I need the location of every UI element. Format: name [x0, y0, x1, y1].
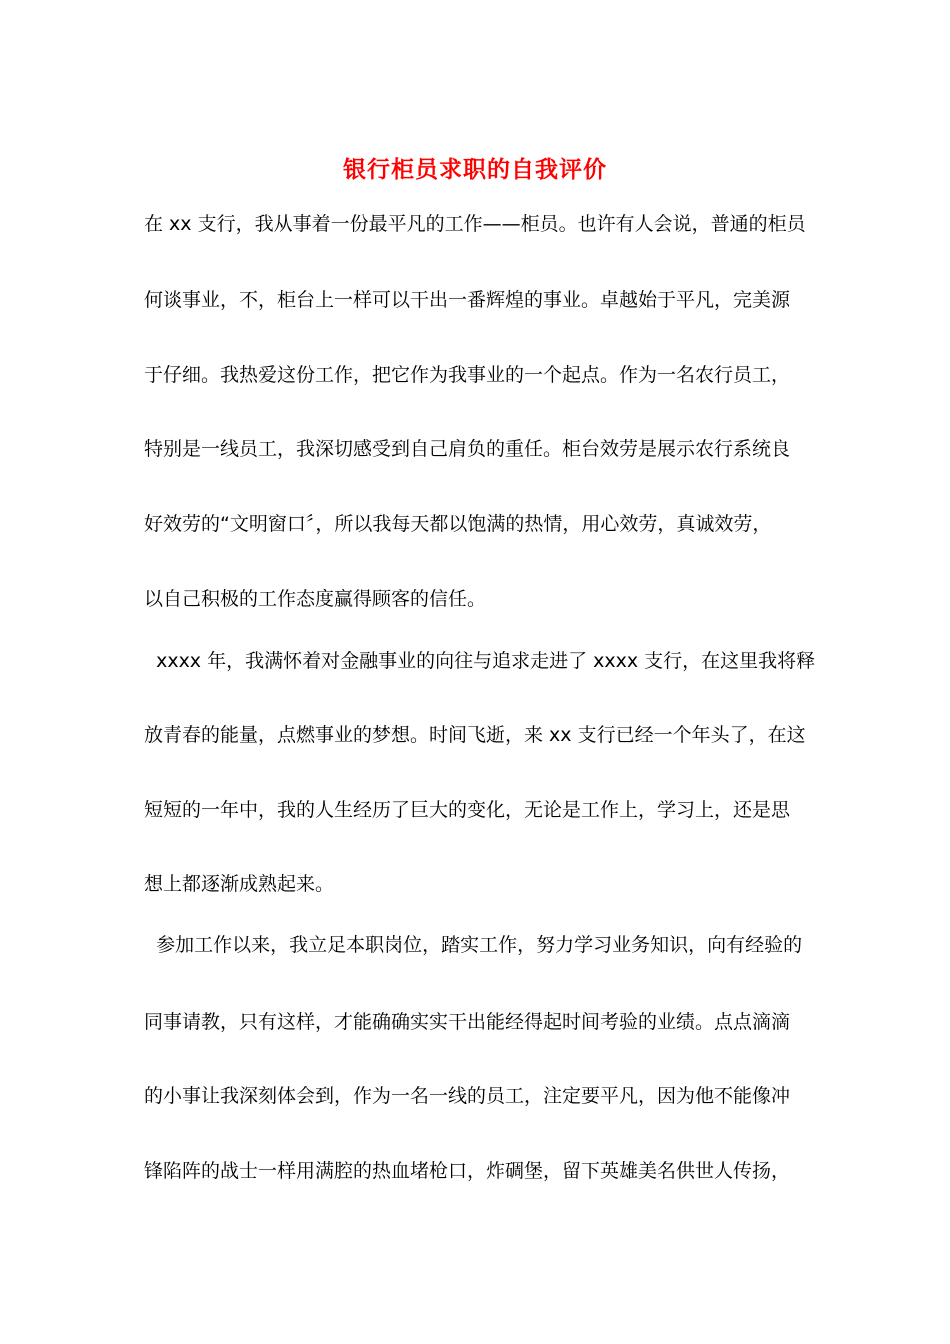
paragraph-line: 以自己积极的工作态度赢得顾客的信任。: [144, 588, 487, 610]
paragraph-line: xxxx 年，我满怀着对金融事业的向往与追求走进了 xxxx 支行，在这里我将释: [144, 650, 816, 672]
paragraph-line: 的小事让我深刻体会到，作为一名一线的员工，注定要平凡，因为他不能像冲: [144, 1085, 791, 1107]
paragraph-line: 短短的一年中，我的人生经历了巨大的变化，无论是工作上，学习上，还是思: [144, 799, 791, 821]
paragraph-line: 想上都逐渐成熟起来。: [144, 873, 335, 895]
paragraph-line: 锋陷阵的战士一样用满腔的热血堵枪口，炸碉堡，留下英雄美名供世人传扬，: [144, 1160, 791, 1182]
paragraph-line: 放青春的能量，点燃事业的梦想。时间飞逝，来 xx 支行已经一个年头了，在这: [144, 724, 806, 746]
paragraph-line: 在 xx 支行，我从事着一份最平凡的工作——柜员。也许有人会说，普通的柜员: [144, 213, 806, 235]
paragraph-line: 特别是一线员工，我深切感受到自己肩负的重任。柜台效劳是展示农行系统良: [144, 438, 791, 460]
paragraph-line: 于仔细。我热爱这份工作，把它作为我事业的一个起点。作为一名农行员工，: [144, 364, 791, 386]
paragraph-line: 同事请教，只有这样，才能确确实实干出能经得起时间考验的业绩。点点滴滴: [144, 1011, 791, 1033]
document-title: 银行柜员求职的自我评价: [343, 156, 607, 183]
paragraph-line: 参加工作以来，我立足本职岗位，踏实工作，努力学习业务知识，向有经验的: [144, 934, 803, 956]
paragraph-line: 何谈事业，不，柜台上一样可以干出一番辉煌的事业。卓越始于平凡，完美源: [144, 289, 791, 311]
paragraph-line: 好效劳的“文明窗口〞，所以我每天都以饱满的热情，用心效劳，真诚效劳，: [144, 513, 772, 535]
